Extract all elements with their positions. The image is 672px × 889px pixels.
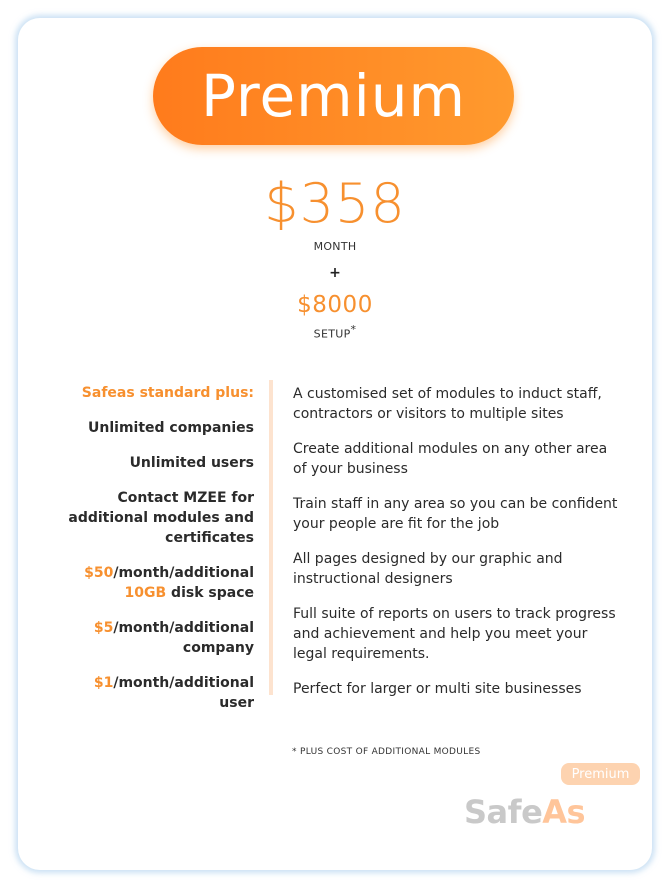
plan-title-pill (153, 47, 514, 145)
setup-label-row (18, 323, 652, 341)
disk-text1: /month/additional (113, 565, 254, 581)
premium-badge (561, 763, 640, 785)
feature-left-user (58, 673, 254, 713)
features-right (293, 384, 623, 714)
feature-left-item: Contact MZEE for additional modules and certificates (68, 490, 254, 546)
feature-left-item: Unlimited users (129, 455, 254, 471)
features-left (58, 383, 254, 728)
feature-left-disk (58, 563, 254, 603)
footnote-mark: * (292, 747, 297, 757)
company-text: /month/additional company (113, 620, 254, 656)
price-period: MONTH (313, 240, 357, 253)
setup-asterisk: * (350, 323, 357, 336)
disk-text2: disk space (166, 585, 254, 601)
plan-title: Premium (200, 62, 467, 130)
feature-right-item: Create additional modules on any other area of your business (293, 441, 608, 477)
footnote-text: PLUS COST OF ADDITIONAL MODULES (299, 747, 481, 757)
feature-right-item: All pages designed by our graphic and instructional designers (293, 551, 563, 587)
logo-part2: As (542, 793, 586, 831)
plus-sign: + (329, 265, 341, 281)
features-left-heading: Safeas standard plus: (81, 385, 254, 401)
column-divider (269, 380, 273, 695)
premium-badge-label: Premium (571, 766, 630, 782)
feature-right-item: Full suite of reports on users to track progress and achievement and help you meet your legal requirements. (293, 606, 616, 662)
disk-size: 10GB (124, 585, 167, 601)
feature-left-company (58, 618, 254, 658)
feature-right-item: Train staff in any area so you can be confident your people are fit for the job (293, 496, 618, 532)
logo-part1: Safe (464, 793, 543, 831)
company-price: $5 (93, 620, 114, 636)
disk-price: $50 (84, 565, 114, 581)
feature-right-item: A customised set of modules to induct staff, contractors or visitors to multiple sites (293, 386, 602, 422)
feature-left-item: Unlimited companies (88, 420, 254, 436)
pricing-card (18, 18, 652, 870)
user-text: /month/additional user (113, 675, 254, 711)
safeas-logo (464, 793, 585, 831)
footnote (292, 747, 480, 757)
setup-price: $8000 (297, 292, 373, 318)
user-price: $1 (93, 675, 114, 691)
setup-label: SETUP (313, 327, 351, 341)
feature-right-item: Perfect for larger or multi site businesses (293, 681, 582, 697)
monthly-price: $358 (264, 172, 406, 235)
